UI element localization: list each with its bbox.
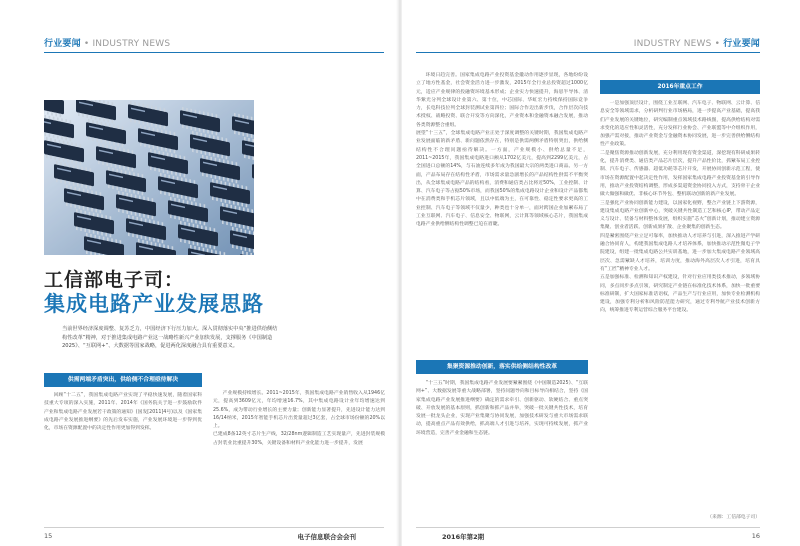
section-bar-1: 供需两端矛盾突出，供给侧不合理亟待解决: [44, 373, 202, 387]
paragraph: “十三五”时期，我国集成电路产业发展要紧紧围绕《中国制造2025》、“互联网+”、大数据发展等重大战略部署，坚持问题导向和目标导向相结合，坚持《国家集成电路产业发展推进纲要》确定的需求牵引、创新驱动、软硬结合、重点突破、开放发展的基本原则，抓创新和抓产品并举，突破一批关键共性技术，培育发展一批龙头企业，实现产业集聚与协同发展，加强技术研发与重大市场需求联动，提高重点产品有效供给，抓高端人才引进与培养，实现可持续发展，抓产业环境营造，完善产业金融和生态链。: [416, 381, 588, 436]
left-page: [0, 0, 398, 546]
page-header-right: INDUSTRY NEWS • 行业要闻: [633, 39, 760, 49]
paragraph: 回顾“十二五”，我国集成电路产业实现了平稳快速发展，随着国家科技重大专项的深入实施，2011年、2014年《国务院关于进一步鼓励软件产业和集成电路产业发展若干政策的通知》(国发[2011]4号)以及《国家集成电路产业发展推进纲要》的先后发布实施，产业发展环境进一步得到优化，市场在资源配置中的决定性作用更加得到发挥。: [44, 393, 202, 432]
paragraph: 产业规模持续增长。2011~2015年，我国集成电路产业销售收入从1946亿元，提高到3609亿元，年均增速16.7%，其中集成电路设计业年均增速达到25.6%，成为带动行业增长的主要力量；创新能力显著提升，先进设计能力达到16/14纳米，2015年智能手机芯片出货量超过3亿套，占全球市场份额的20%以上。 已建成8条12英寸芯片生产线，32/28nm逻辑制造工艺实现量产，先进封装规模占封装业比重提升30%，关键设备和材料产业化能力进一步提升，发展: [213, 391, 385, 446]
page-number-left: 15: [44, 532, 53, 540]
footer-issue: 2016年第2期: [442, 533, 485, 541]
circuit-board-photo: [44, 100, 254, 255]
header-section: 行业要闻: [723, 39, 760, 49]
left-col-2: [213, 390, 385, 520]
header-en: INDUSTRY NEWS: [633, 39, 712, 49]
article-title-line2: 集成电路产业发展思路: [44, 292, 264, 316]
right-col-1b: [416, 380, 588, 520]
article-title-line1: 工信部电子司：: [44, 269, 185, 291]
article-intro: 当前世界经济深度调整、复苏乏力，中国经济下行压力加大。深入贯彻落实中央“推进供给侧结构性改革”精神，对于推进集成电路产业这一战略性新兴产业加快发展，支撑服务《中国制造2025》、“互联网+”、大数据等国家战略，促进两化深度融合具有重要意义。: [62, 326, 278, 350]
section-bar-2: 集聚资源推动创新，落实供给侧结构性改革: [416, 360, 588, 374]
right-page: [402, 0, 800, 546]
paragraph: 环境日趋完善。国家集成电路产业投资基金撬动作用逐步显现，各地纷纷设立了地方性基金，社会资金活力进一步激发，2015年全行业总投资超过1000亿元，适应产业规律的投融资环境基本形成；企业实力快速提升，海思半导体、清华紫光分列全球设计业第六、第十位，中芯国际、华虹宏力持续保持国际竞争力，长电科技位列全球封装测试业第四位；国际合作迈出新步伐，合作层次向技术授权、战略投资、联合开发等方向深化，产业资本和金融资本融合发展，推动各类资源整合重组。 展望“十三五”，全球集成电路产业正处于深度调整的关键时期，我国集成电路产业发展面临的新矛盾、新问题依然存在，特别是供需两侧矛盾特别突出，供给侧结构性不合理问题亟待解决。一方面，产业规模小、供给总量不足，2011~2015年，我国集成电路进口额从1702亿美元，提高到2299亿美元，占全国进口总额的14%，与石油连续多年成为我国最大宗的两类进口商品。另一方面，产品布局存在结构性矛盾，市场需求量急剧增长的产品结构性供需不平衡突出，从全球集成电路产品的结构看，消费和通信类占比将近50%，工业控制、计算、汽车电子等占据50%市场，而我国50%的集成电路设计企业和设计产品都集中在消费类和手机芯片领域，且以中低端为主，在可靠性、稳定性要求更高的工业控制、汽车电子等领域不仅量少，种类也十分单一，面对跨国企业加紧布局了工业互联网、汽车电子、信息安全、物联网，云计算等领域核心芯片，我国集成电路产业供给侧结构性调整已迫在眉睫。: [416, 73, 588, 228]
section-bar-3: 2016年重点工作: [600, 80, 760, 94]
footer-rule-left: [44, 527, 384, 528]
paragraph: 一是加强顶层设计，围绕工业互联网、汽车电子、物联网、云计算、信息安全等领域需求，分析研判行业市场格局，进一步提高产业基础，提高我们产业发展的关键地位，研究编制重点领域技术路线图，提高供给结构对需求变化的适应性和灵活性，充分发挥行业协会、产业联盟等中介组织作用，加强产需对接，推动产业资金与金融资本协同发展，进一步完善供给侧结构性产业政策。 二是聚焦资源推动创新发展，充分利用现有资金渠道，深挖现有科研成果转化，提升消费类、通信类产品芯片层次，提升产品性价比，抓紧布局工业控制、汽车电子、传感器、超低功耗等芯片开发，开展协同创新示范工程，使市场在资源配置中起决定性作用，发挥国家集成电路产业投资基金的引导作用，推动产业投资结构调整，形成多渠道资金协同投入方式，支持骨干企业做大做强和做优、非核心环节外包、整机联动创新的新产业发展。 三是强化产业协同创新能力建设，以国家化视野，整合产业链上下游资源，建设集成电路产业创新中心，突破关键共性制造工艺和核心IP，带动产品定义与设计、装备与材料整体发展，组织实施“芯火”创新计划，推动建立资源集聚、创业者活跃、创新成果扩散、企业聚集的创新生态。 四是紧密围绕产业立足可靠率，加快推动人才培养与引进，深入推进产学研融合协同育人，构建我国集成电路人才培养体系，加快推动示范性微电子学院建设，组建一批集成电路公共实训基地，进一步加大集成电路产业领域高层次、急需紧缺人才培养，培训力度，推动海外高层次人才引进，培育具有“工匠”精神专业人才。 五是加强标准、检测和知识产权建设，针对行业应用类技术推动，多领域协同，多点同步多点引领，研究制定产业链在标准化技术体系，加快一批重要标准研制，扩大国家标准话语权，产品生产与行业应用，加快专业检测机构建设，加强专利分析和风险防范能力研究，通过专利导航产业技术创新方向，统筹推进专利运营综合服务平台建设。: [600, 101, 760, 314]
header-rule: [44, 52, 384, 53]
page-header-left: 行业要闻 • INDUSTRY NEWS: [44, 39, 171, 49]
page-number-right: 16: [751, 532, 760, 540]
header-section: 行业要闻: [44, 39, 81, 49]
header-rule: [416, 52, 760, 53]
header-en: INDUSTRY NEWS: [92, 39, 171, 49]
footer-publication: 电子信息联合会会刊: [297, 533, 356, 541]
left-col-1: [44, 392, 202, 517]
right-col-2: [600, 100, 760, 510]
chip-image: [44, 100, 254, 255]
right-col-1: [416, 72, 588, 357]
article-source: （来源：工信部电子司）: [707, 515, 760, 520]
footer-rule-right: [416, 527, 760, 528]
